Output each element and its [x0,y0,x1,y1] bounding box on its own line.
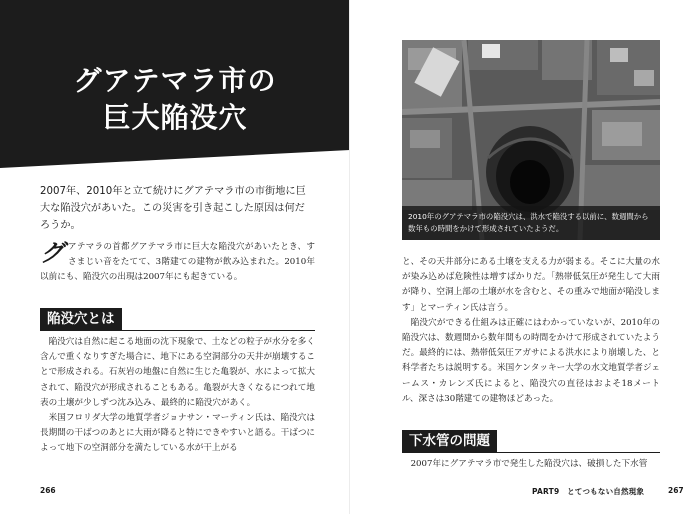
section-rule [40,330,315,331]
page-number-right: 267 [668,486,684,495]
section-body-sewer [402,457,660,472]
body-paragraph: 陥没穴は自然に起こる地面の沈下現象で、土などの粒子が水分を多く含んで重くなりすぎた場合に、地下にある空洞部分の天井が崩壊することで形成される。石灰岩の地盤に自然に生じた亀裂が、水によって拡大されて、陥没穴が形成されることもある。亀裂が大きくなるにつれて地表の土壌が少しずつ沈み込み、最終的に陥没穴があく。 [40,337,316,408]
section-rule [402,452,660,453]
body-paragraph: 陥没穴ができる仕組みは正確にはわかっていないが、2010年の陥没穴は、数週間から数年間もの時間をかけて形成されていたようだ。最終的には、熱帯低気圧アガサによる洪水により崩壊した、と科学者たちは説明する。米国ケンタッキー大学の水文地質学者ジェームス・カレンズ氏によると、陥没穴の直径はおよそ18メートル、深さは30階建ての建物ほどあった。 [402,317,660,404]
body-paragraph: 米国フロリダ大学の地質学者ジョナサン・マーティン氏は、陥没穴は長期間の干ばつのあとに大雨が降ると特にできやすいと語る。干ばつによって地下の空洞部分を満たしている水が干上がる [40,413,316,454]
right-page [350,0,700,514]
chapter-title-line1: グアテマラ市の [73,64,277,97]
running-head: PART9 とてつもない自然現象 [532,487,645,496]
photo-caption: 2010年のグアテマラ市の陥没穴は、洪水で陥没する以前に、数週間から数年もの時間をかけて形成されていたようだ。 [402,206,660,240]
body-paragraph: 2007年にグアテマラ市で発生した陥没穴は、破損した下水管 [410,459,648,469]
body-paragraph: と、その天井部分にある土壌を支える力が弱まる。そこに大量の水が染み込めば危険性は増すばかりだ。「熱帯低気圧が発生して大雨が降り、空洞上部の土壌が水を含むと、その重みで地面が陥没します」とマーティン氏は言う。 [402,257,660,313]
chapter-title-line2: 巨大陥没穴 [102,101,248,134]
page-number-left: 266 [40,486,56,495]
sinkhole-photo [402,40,660,240]
lead-paragraph: 2007年、2010年と立て続けにグアテマラ市の市街地に巨大な陥没穴があいた。この災害を引き起こした原因は何だろうか。 [40,186,306,231]
drop-cap: グ [40,238,64,267]
section-heading-sewer: 下水管の問題 [402,430,497,452]
intro-text: アテマラの首都グアテマラ市に巨大な陥没穴があいたとき、すさまじい音をたてて、3階建ての建物が飲み込まれた。2010年以前にも、陥没穴の出現は2007年にも起きている。 [40,242,315,283]
section-body-sinkhole [40,335,315,457]
section-heading-sinkhole: 陥没穴とは [40,308,122,330]
right-body-text [402,255,660,407]
chapter-title [0,62,350,136]
intro-paragraph [40,240,315,286]
